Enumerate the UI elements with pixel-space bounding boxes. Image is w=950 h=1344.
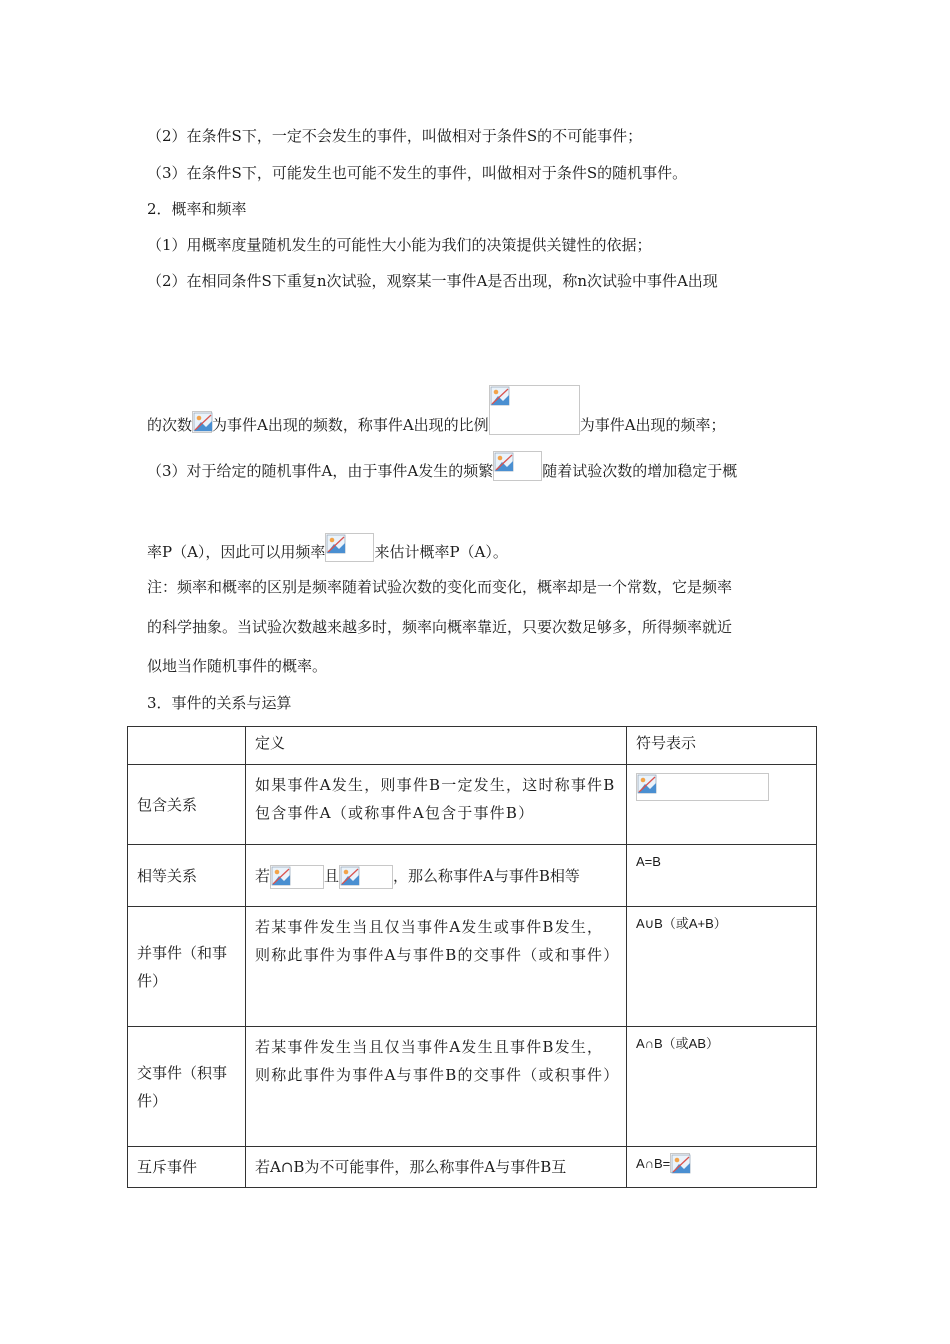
relation-name: 包含关系 — [128, 765, 246, 845]
formula-image-icon — [192, 411, 212, 433]
formula-image-icon — [325, 533, 374, 562]
header-cell — [128, 727, 246, 765]
table-row — [128, 1147, 817, 1188]
relation-name: 相等关系 — [128, 845, 246, 907]
paragraph-line — [147, 385, 726, 435]
text-span: 率P（A），因此可以用频率 — [147, 543, 326, 561]
paragraph-line: （2）在条件S下，一定不会发生的事件，叫做相对于条件S的不可能事件； — [147, 127, 643, 145]
table-row — [128, 845, 817, 907]
table-header-row — [128, 727, 817, 765]
section-heading: 3．事件的关系与运算 — [147, 694, 292, 712]
relation-symbol: A∩B（或AB） — [627, 1027, 817, 1147]
relation-definition — [246, 845, 627, 907]
text-span: 的次数 — [147, 416, 193, 434]
table-row — [128, 1027, 817, 1147]
note-line: 似地当作随机事件的概率。 — [147, 657, 328, 675]
section-heading: 2．概率和频率 — [147, 200, 247, 218]
text-span: 为事件A出现的频率； — [579, 416, 726, 434]
relation-name: 并事件（和事件） — [128, 907, 246, 1027]
header-cell: 符号表示 — [627, 727, 817, 765]
paragraph-line: （1）用概率度量随机发生的可能性大小能为我们的决策提供关键性的依据； — [147, 236, 652, 254]
note-line: 注：频率和概率的区别是频率随着试验次数的变化而变化，概率却是一个常数，它是频率 — [147, 578, 733, 596]
relation-symbol — [627, 765, 817, 845]
formula-image-icon — [670, 1153, 690, 1173]
table-row — [128, 765, 817, 845]
text-span: 若 — [255, 866, 271, 885]
paragraph-line: （2）在相同条件S下重复n次试验，观察某一事件A是否出现，称n次试验中事件A出现 — [147, 272, 718, 290]
note-line: 的科学抽象。当试验次数越来越多时，频率向概率靠近，只要次数足够多，所得频率就近 — [147, 618, 733, 636]
text-span: A∩B= — [636, 1156, 671, 1171]
relation-name: 互斥事件 — [128, 1147, 246, 1188]
relation-definition: 若A∩B为不可能事件，那么称事件A与事件B互 — [246, 1147, 627, 1188]
table-row — [128, 907, 817, 1027]
symbol-image-icon — [636, 773, 769, 801]
text-span: 为事件A出现的频数，称事件A出现的比例 — [212, 416, 489, 434]
relation-name: 交事件（积事件） — [128, 1027, 246, 1147]
text-span: ，那么称事件A与事件B相等 — [393, 866, 580, 885]
formula-image-icon — [270, 865, 324, 889]
formula-image-icon — [493, 451, 542, 481]
text-span: 且 — [324, 866, 340, 885]
relation-definition: 若某事件发生当且仅当事件A发生且事件B发生，则称此事件为事件A与事件B的交事件（或积事件） — [246, 1027, 627, 1147]
relation-symbol: A∪B（或A+B） — [627, 907, 817, 1027]
relation-symbol — [627, 1147, 817, 1188]
relation-definition: 如果事件A发生，则事件B一定发生，这时称事件B包含事件A（或称事件A包含于事件B） — [246, 765, 627, 845]
formula-image-icon — [489, 385, 580, 435]
formula-image-icon — [339, 865, 393, 889]
relation-symbol: A=B — [627, 845, 817, 907]
paragraph-line: （3）在条件S下，可能发生也可能不发生的事件，叫做相对于条件S的随机事件。 — [147, 164, 688, 182]
text-span: 来估计概率P（A）。 — [374, 543, 508, 561]
event-relations-table — [127, 726, 817, 1188]
text-span: 随着试验次数的增加稳定于概 — [542, 462, 738, 480]
paragraph-line — [147, 533, 508, 562]
relation-definition: 若某事件发生当且仅当事件A发生或事件B发生，则称此事件为事件A与事件B的交事件（或和事件） — [246, 907, 627, 1027]
text-span: （3）对于给定的随机事件A，由于事件A发生的频繁 — [147, 462, 494, 480]
paragraph-line — [147, 451, 737, 481]
header-cell: 定义 — [246, 727, 627, 765]
